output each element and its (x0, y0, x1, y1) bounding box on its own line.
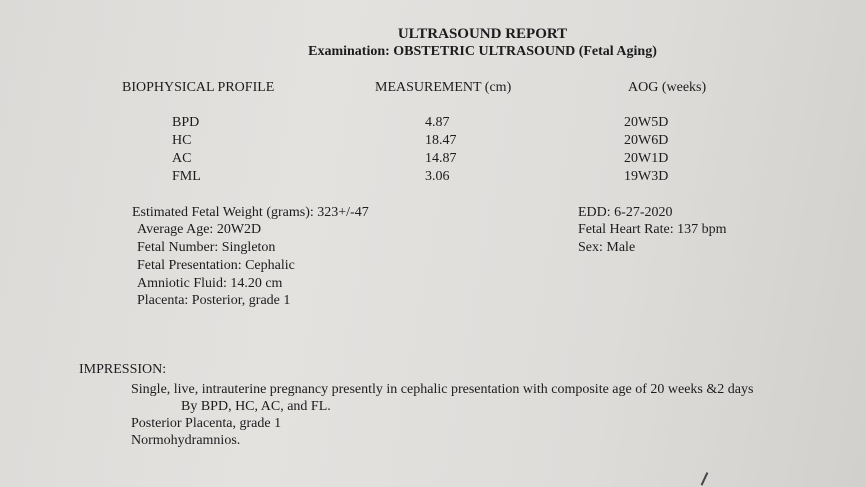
impression-line-1: Single, live, intrauterine pregnancy presently in cephalic presentation with composite age of 20 weeks &2 days (131, 382, 754, 397)
edd: EDD: 6-27-2020 (578, 205, 673, 220)
row-aog-hc: 20W6D (624, 133, 669, 148)
report-title: ULTRASOUND REPORT (397, 26, 568, 42)
row-label-hc: HC (172, 133, 192, 148)
row-aog-ac: 20W1D (624, 151, 669, 166)
row-measurement-ac: 14.87 (425, 151, 457, 166)
row-aog-fml: 19W3D (624, 169, 669, 184)
pen-mark (701, 472, 718, 487)
row-measurement-hc: 18.47 (425, 133, 457, 148)
row-measurement-bpd: 4.87 (425, 115, 450, 130)
average-age: Average Age: 20W2D (137, 222, 262, 237)
impression-line-3: Posterior Placenta, grade 1 (131, 416, 282, 431)
placenta: Placenta: Posterior, grade 1 (137, 293, 291, 308)
row-label-ac: AC (172, 151, 192, 166)
impression-line-2: By BPD, HC, AC, and FL. (181, 399, 331, 414)
fetal-number: Fetal Number: Singleton (137, 240, 276, 255)
estimated-fetal-weight: Estimated Fetal Weight (grams): 323+/-47 (132, 205, 369, 220)
row-label-bpd: BPD (172, 115, 200, 130)
header-aog: AOG (weeks) (628, 80, 707, 95)
row-measurement-fml: 3.06 (425, 169, 450, 184)
header-biophysical-profile: BIOPHYSICAL PROFILE (122, 80, 275, 95)
amniotic-fluid: Amniotic Fluid: 14.20 cm (137, 276, 283, 291)
fetal-presentation: Fetal Presentation: Cephalic (137, 258, 295, 273)
sex: Sex: Male (578, 240, 636, 255)
impression-heading: IMPRESSION: (79, 362, 167, 377)
header-measurement: MEASUREMENT (cm) (375, 80, 512, 95)
row-label-fml: FML (172, 169, 201, 184)
examination-line: Examination: OBSTETRIC ULTRASOUND (Fetal Aging) (308, 44, 657, 59)
impression-line-4: Normohydramnios. (131, 433, 241, 448)
row-aog-bpd: 20W5D (624, 115, 669, 130)
fetal-heart-rate: Fetal Heart Rate: 137 bpm (578, 222, 727, 237)
